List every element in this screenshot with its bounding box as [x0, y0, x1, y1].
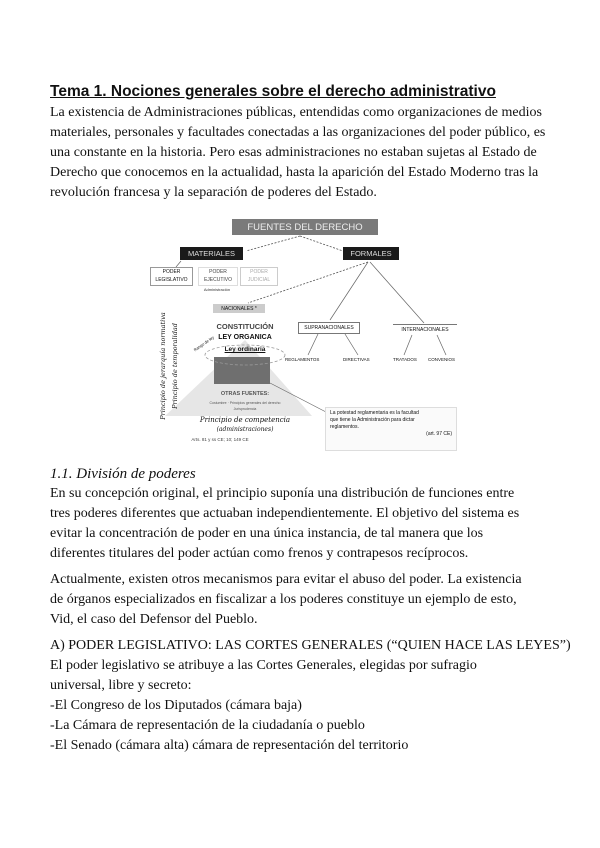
section-division-poderes: [50, 464, 571, 756]
reglamentos-label: REGLAMENTOS: [285, 357, 320, 362]
ley-ordinaria-label: Ley ordinaria: [224, 346, 266, 353]
formales-box: FORMALES: [343, 247, 399, 260]
convenios-label: CONVENIOS: [428, 357, 456, 362]
directivas-label: DIRECTIVAS: [343, 357, 370, 362]
text-line: una constante en la historia. Pero esas administraciones no estaban sujetas al Estado de: [50, 145, 537, 160]
jurisprudencia-label: Jurisprudencia: [233, 407, 257, 411]
subheading-poder-legislativo: A) PODER LEGISLATIVO: LAS CORTES GENERALES (“QUIEN HACE LAS LEYES”): [50, 638, 571, 653]
text-line: de órganos especializados en fiscalizar a los poderes constituye un ejemplo de esto,: [50, 592, 517, 607]
page-title: Tema 1. Nociones generales sobre el derecho administrativo: [50, 83, 496, 100]
internacionales-box: INTERNACIONALES: [393, 324, 457, 335]
supranacionales-box: SUPRANACIONALES: [298, 322, 360, 334]
poder-ejecutivo-box: PODER EJECUTIVO: [198, 267, 238, 286]
administracion-label: Administración: [203, 287, 231, 292]
competencia-label: Principio de competencia: [199, 416, 291, 424]
text-line: tres poderes diferentes que actuaban independientemente. El objetivo del sistema es: [50, 506, 520, 521]
list-item: -El Senado (cámara alta) cámara de representación del territorio: [50, 738, 409, 753]
section-heading: 1.1. División de poderes: [50, 466, 196, 482]
jerarquia-label: Principio de jerarquía normativa: [159, 312, 167, 420]
list-item: -La Cámara de representación de la ciudadanía o pueblo: [50, 718, 365, 733]
nacionales-box: NACIONALES *: [213, 304, 265, 313]
arts-label: Arts. 81 y ss CE; 10; 149 CE: [191, 437, 249, 442]
text-line: En su concepción original, el principio suponía una distribución de funciones entre: [50, 486, 515, 501]
constitucion-label: CONSTITUCIÓN: [216, 322, 274, 331]
text-line: materiales, personales y facultades conectadas a las organizaciones del poder público, es: [50, 125, 546, 140]
text-line: El poder legislativo se atribuye a las Cortes Generales, elegidas por sufragio: [50, 658, 477, 673]
poder-judicial-box: PODER JUDICIAL: [240, 267, 278, 286]
poder-legislativo-box: PODER LEGISLATIVO: [150, 267, 193, 286]
text-line: revolución francesa y la separación de poderes del Estado.: [50, 185, 377, 200]
list-item: -El Congreso de los Diputados (cámara baja): [50, 698, 302, 713]
text-line: universal, libre y secreto:: [50, 678, 192, 693]
materiales-box: MATERIALES: [180, 247, 243, 260]
text-line: Derecho que conocemos en la actualidad, hasta la aparición del Estado Moderno tras la: [50, 165, 539, 180]
otras-fuentes-detail: Costumbre · Principios generales del derecho: [209, 401, 281, 405]
otras-fuentes-label: OTRAS FUENTES:: [220, 391, 270, 397]
root-fuentes-box: FUENTES DEL DERECHO: [232, 219, 378, 235]
rango-ley-label: Rango de ley: [192, 334, 215, 353]
text-line: evitar la concentración de poder en una única instancia, de tal manera que los: [50, 526, 484, 541]
text-line: La existencia de Administraciones públicas, entendidas como organizaciones de medios: [50, 105, 542, 120]
text-line: Vid, el caso del Defensor del Pueblo.: [50, 612, 258, 627]
text-line: diferentes titulares del poder actúan como frenos y contrapesos recíprocos.: [50, 546, 469, 561]
ley-organica-label: LEY ORGANICA: [218, 334, 272, 341]
potestad-note: La potestad reglamentaria es la facultad que tiene la Administración para dictar reglamentos. (art. 97 CE): [325, 407, 457, 451]
tratados-label: TRATADOS: [393, 357, 417, 362]
temporalidad-label: Principio de temporalidad: [171, 323, 179, 409]
competencia-sub-label: (administraciones): [216, 426, 274, 433]
text-line: Actualmente, existen otros mecanismos para evitar el abuso del poder. La existencia: [50, 572, 522, 587]
